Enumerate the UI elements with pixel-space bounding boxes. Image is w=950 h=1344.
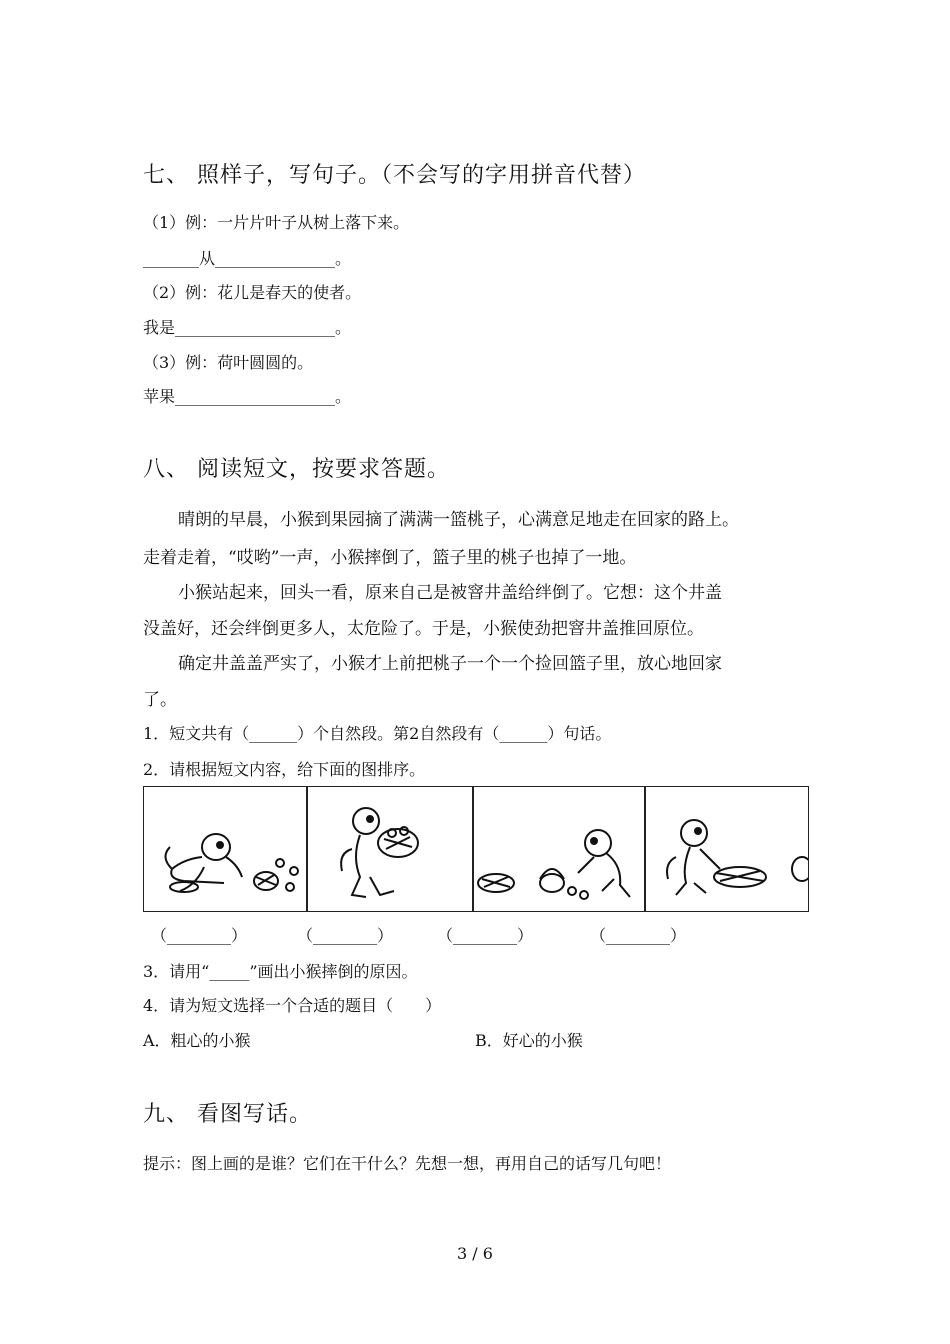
- picture-monkey-picking-peaches: [473, 786, 645, 912]
- passage-line: 确定井盖盖严实了，小猴才上前把桃子一个一个捡回篮子里，放心地回家: [178, 654, 722, 674]
- question-4: 4．请为短文选择一个合适的题目（ ）: [143, 996, 442, 1015]
- picture-strip: [143, 786, 807, 912]
- answer-line-1: _______从_______________。: [143, 249, 352, 268]
- question-1: 1．短文共有（______）个自然段。第2自然段有（______）句话。: [143, 724, 612, 743]
- example-2: （2）例：花儿是春天的使者。: [143, 283, 362, 302]
- order-blank-1[interactable]: （________）: [151, 926, 248, 945]
- example-3: （3）例：荷叶圆圆的。: [143, 353, 314, 372]
- question-3: 3．请用“_____”画出小猴摔倒的原因。: [143, 962, 418, 981]
- option-b: B．好心的小猴: [475, 1031, 583, 1050]
- section-9-heading: 九、 看图写话。: [143, 1102, 312, 1127]
- section-9-hint: 提示：图上画的是谁？它们在干什么？先想一想，再用自己的话写几句吧！: [143, 1154, 672, 1173]
- passage-line: 走着走着，“哎哟”一声，小猴摔倒了，篮子里的桃子也掉了一地。: [143, 548, 637, 568]
- section-7-heading: 七、 照样子，写句子。（不会写的字用拼音代替）: [143, 163, 646, 188]
- order-blank-4[interactable]: （________）: [590, 926, 687, 945]
- page-number: 3 / 6: [457, 1244, 493, 1263]
- question-2: 2．请根据短文内容，给下面的图排序。: [143, 760, 426, 779]
- passage-line: 没盖好，还会绊倒更多人，太危险了。于是，小猴使劲把窨井盖推回原位。: [143, 619, 704, 639]
- picture-monkey-carrying-basket: [307, 786, 473, 912]
- order-blank-3[interactable]: （________）: [437, 926, 534, 945]
- order-blank-2[interactable]: （________）: [297, 926, 394, 945]
- picture-monkey-fallen: [143, 786, 307, 912]
- answer-line-3: 苹果____________________。: [143, 387, 352, 406]
- example-1: （1）例：一片片叶子从树上落下来。: [143, 213, 410, 232]
- option-a: A．粗心的小猴: [143, 1031, 251, 1050]
- passage-line: 小猴站起来，回头一看，原来自己是被窨井盖给绊倒了。它想：这个井盖: [178, 583, 722, 603]
- section-8-heading: 八、 阅读短文，按要求答题。: [143, 457, 450, 482]
- passage-line: 了。: [143, 690, 177, 710]
- answer-line-2: 我是____________________。: [143, 318, 352, 337]
- picture-monkey-pushing-lid: [645, 786, 809, 912]
- passage-line: 晴朗的早晨，小猴到果园摘了满满一篮桃子，心满意足地走在回家的路上。: [178, 510, 739, 530]
